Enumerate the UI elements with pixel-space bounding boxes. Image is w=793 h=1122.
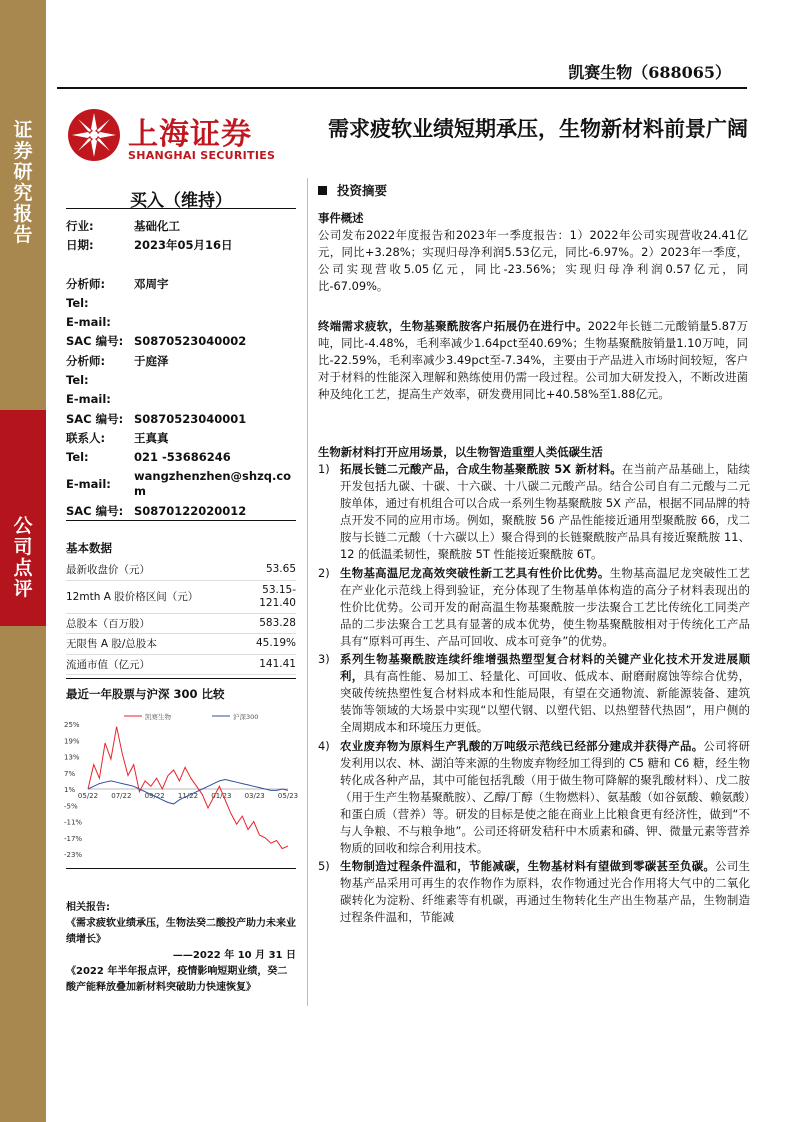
chart-svg <box>62 712 298 860</box>
x-tick-label: 01/23 <box>211 792 232 800</box>
info-row-email: E-mail: wangzhenzhen@shzq.com <box>66 467 296 501</box>
chart-divider <box>66 868 296 869</box>
key-data <box>66 540 296 675</box>
points-list <box>318 461 750 928</box>
section-title: 投资摘要 <box>318 181 387 199</box>
y-tick-label: -5% <box>64 802 78 811</box>
y-tick-label: -17% <box>64 834 83 843</box>
logo-mark-icon <box>66 107 122 163</box>
column-divider <box>307 178 308 1006</box>
info-row: SAC 编号: S0870523040002 <box>66 334 247 349</box>
strip-label-report: 证 券 研 究 报 告 <box>13 119 33 246</box>
header-divider <box>57 87 747 89</box>
y-tick-label: 7% <box>64 769 76 778</box>
analyst-info <box>66 216 296 520</box>
list-item: 3) 系列生物基聚酰胺连续纤维增强热塑型复合材料的关键产业化技术开发进展顺利，具有高性能、易加工、轻量化、可回收、低成本、耐磨耐腐蚀等综合优势，突破传统热塑性复合材料成本和性能局限，有望在交通物流、新能源装备、建筑装饰等领域的大场景中实现“以塑代钢、以塑代铝、以热塑替代热固”，用户侧的全周期成本和环境压力更低。 <box>318 652 750 735</box>
x-tick-label: 09/22 <box>144 792 165 800</box>
info-row: 联系人: 王真真 <box>66 430 169 445</box>
info-row: 行业: 基础化工 <box>66 218 180 233</box>
event-paragraph: 公司发布2022年度报告和2023年一季度报告：1）2022年公司实现营收24.41亿元，同比+3.28%；实现归母净利润5.53亿元，同比-6.97%。2）2023年一季度，公司实现营收5.05亿元，同比-23.56%；实现归母净利润0.57亿元，同比-67.09%。 <box>318 228 748 294</box>
info-row: 分析师: 于庭泽 <box>66 353 169 368</box>
info-row: E-mail: <box>66 392 111 407</box>
info-row: Tel: <box>66 295 89 310</box>
related-report-2[interactable]: 《2022 年半年报点评，疫情影响短期业绩，癸二酸产能释放叠加新材料突破助力快速恢复》 <box>66 966 288 993</box>
logo-text-en: SHANGHAI SECURITIES <box>128 149 276 162</box>
y-tick-label: 1% <box>64 786 76 794</box>
key-data-row: 12mth A 股价格区间（元） 53.15-121.40 <box>66 581 296 614</box>
report-title: 需求疲软业绩短期承压，生物新材料前景广阔 <box>328 116 748 141</box>
list-item: 5) 生物制造过程条件温和，节能减碳，生物基材料有望做到零碳甚至负碳。公司生物基产品采用可再生的农作物作为原料，农作物通过光合作用将大气中的二氧化碳转化为淀粉、纤维素等有机碳，再通过生物转化生产出生物基产品，生物制造过程条件温和，节能减 <box>318 859 750 925</box>
y-tick-label: -23% <box>64 851 83 859</box>
info-row: Tel: <box>66 373 89 388</box>
logo-text-cn: 上海证券 <box>128 117 252 152</box>
x-tick-label: 03/23 <box>244 792 265 800</box>
rating-divider <box>66 208 296 209</box>
x-tick-label: 05/23 <box>277 792 298 800</box>
related-report-1[interactable]: 《需求疲软业绩承压，生物法癸二酸投产助力未来业绩增长》 <box>66 918 296 945</box>
demand-paragraph: 终端需求疲软，生物基聚酰胺客户拓展仍在进行中。2022年长链二元酸销量5.87万吨，同比-4.48%，毛利率减少1.64pct至40.69%；生物基聚酰胺销量1.10万吨，同比-22.59%，毛利率减少3.49pct至-7.34%，主要由于产品进入市场时间较短，客户对于材料的性能深入理解和熟练使用仍需一段过程。公司加大研发投入，不断改进菌种及纯化工艺，提高生产效率，研发费用同比+40.58%至1.88亿元。 <box>318 319 748 402</box>
event-heading: 事件概述 <box>318 211 364 225</box>
y-tick-label: 19% <box>64 737 80 746</box>
new-material-heading: 生物新材料打开应用场景，以生物智造重塑人类低碳生活 <box>318 445 603 459</box>
logo <box>66 107 276 167</box>
strip-label-comment: 公 司 点 评 <box>13 515 33 600</box>
y-tick-label: 13% <box>64 753 80 762</box>
chart-title: 最近一年股票与沪深 300 比较 <box>66 687 225 701</box>
x-tick-label: 11/22 <box>177 792 199 800</box>
key-data-row: 最新收盘价（元） 53.65 <box>66 560 296 581</box>
x-tick-label: 07/22 <box>111 792 132 800</box>
y-tick-label: 25% <box>64 721 80 729</box>
keydata-divider <box>66 678 296 679</box>
info-row: Tel: 021 -53686246 <box>66 450 231 465</box>
y-tick-label: -11% <box>64 818 83 827</box>
list-item: 1) 拓展长链二元酸产品，合成生物基聚酰胺 5X 新材料。在当前产品基础上，陆续开发包括九碳、十碳、十六碳、十八碳二元酸产品。结合公司自有二元酸与二元胺单体，通过有机组合可以合成一系列生物基聚酰胺 5X 产品，根据不同品牌的特点开发不同的应用市场。例如，聚酰胺 56 产品性能接近通用型聚酰胺 66，戊二胺与长链二元酸（十六碳以上）聚合得到的长链聚酰胺产品具有接近聚酰胺 11、12 的低温柔韧性，聚酰胺 5T 性能接近聚酰胺 6T。 <box>318 462 750 562</box>
info-row: SAC 编号: S0870523040001 <box>66 411 247 426</box>
email-link[interactable]: wangzhenzhen@shzq.com <box>134 468 292 498</box>
related-title: 相关报告: <box>66 902 110 913</box>
related-report-1-date: ——2022 年 10 月 31 日 <box>172 950 296 961</box>
legend-label: 凯赛生物 <box>145 713 171 721</box>
key-data-row: 无限售 A 股/总股本 45.19% <box>66 634 296 655</box>
key-data-row: 总股本（百万股） 583.28 <box>66 614 296 635</box>
info-row: 日期: 2023年05月16日 <box>66 237 233 252</box>
event-overview <box>318 210 748 295</box>
x-tick-label: 05/22 <box>77 792 99 800</box>
key-data-title: 基本数据 <box>66 541 112 555</box>
related-reports <box>66 900 296 996</box>
company-code: 凯赛生物（688065） <box>568 63 731 82</box>
key-data-row: 流通市值（亿元） 141.41 <box>66 655 296 676</box>
stock-chart <box>62 712 298 860</box>
rating: 买入（维持） <box>130 191 232 211</box>
list-item: 4) 农业废弃物为原料生产乳酸的万吨级示范线已经部分建成并获得产品。公司将研发利用以农、林、湖泊等来源的生物废弃物经加工得到的 C5 糖和 C6 糖，经生物转化成各种产品，其中可能包括乳酸（用于做生物可降解的聚乳酸材料）、戊二胺（用于生产生物基聚酰胺）、乙醇/丁醇（生物燃料）、氨基酸（如谷氨酸、赖氨酸）和蛋白质（营养）等。研发的目标是使之能在商业上比粮食更有经济性，做到“不与人争粮、不与粮争地”。公司还将研发秸秆中木质素和磷、钾、微量元素等营养物质的回收和综合利用技术。 <box>318 738 750 856</box>
info-row: 分析师: 邓周宇 <box>66 276 169 291</box>
square-bullet-icon <box>318 186 327 195</box>
info-row <box>66 255 296 274</box>
info-row: E-mail: <box>66 315 111 330</box>
info-row-sac: SAC 编号: S0870122020012 <box>66 503 247 518</box>
legend-label: 沪深300 <box>233 713 259 721</box>
info-divider <box>66 520 296 521</box>
list-item: 2) 生物基高温尼龙高效突破性新工艺具有性价比优势。生物基高温尼龙突破性工艺在产业化示范线上得到验证，充分体现了生物基单体构造的高分子材料表现出的性价比优势。公司开发的耐高温生物基聚酰胺一步法聚合工艺比传统化工同类产品的二步法聚合工艺具有显著的成本优势，使生物基聚酰胺相对于传统化工产品具有“原料可再生、产品可回收、成本可竞争”的优势。 <box>318 565 750 648</box>
